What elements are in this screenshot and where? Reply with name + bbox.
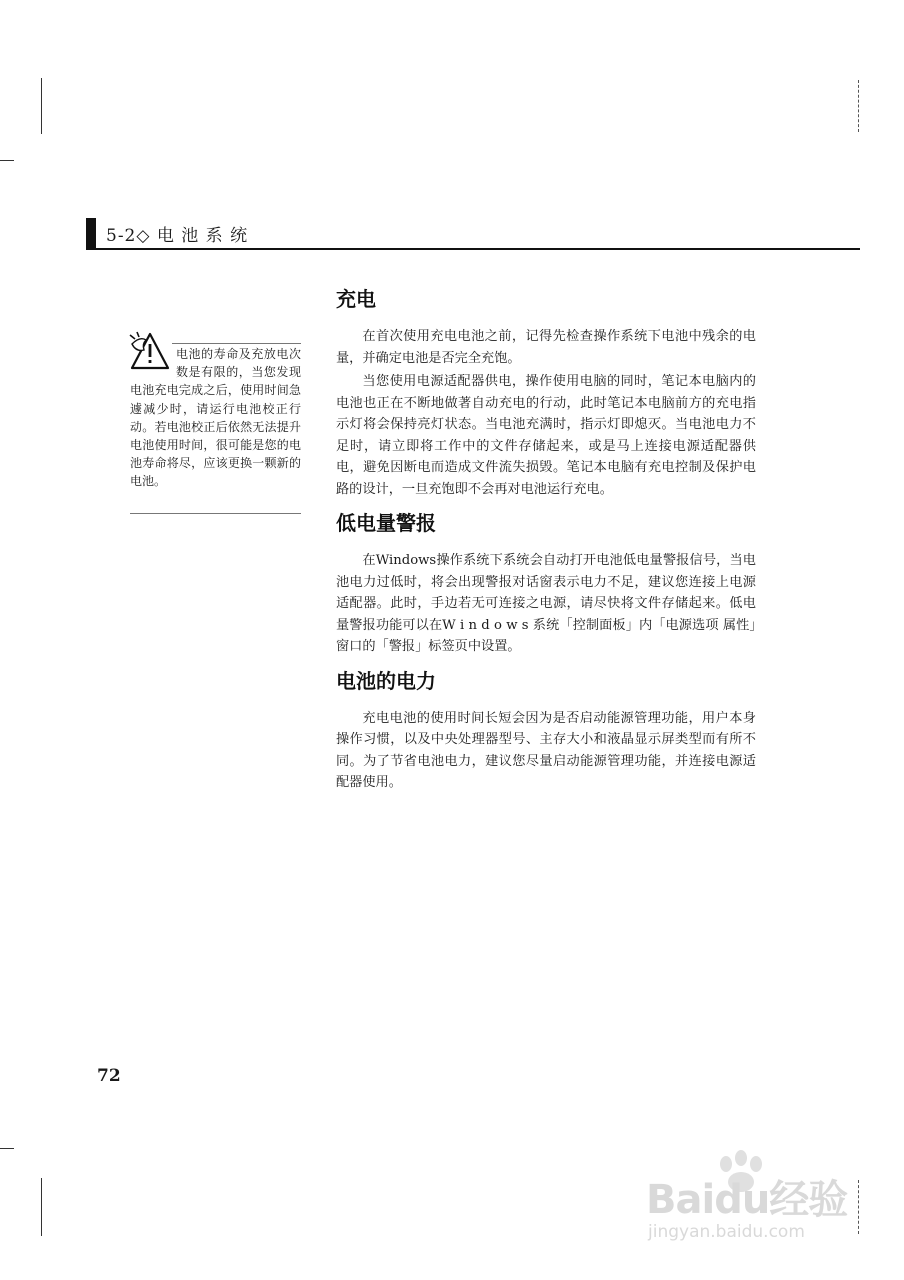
crop-mark — [858, 80, 859, 132]
page-number: 72 — [97, 1066, 121, 1086]
section-heading: 充电 — [336, 287, 376, 311]
watermark-url: jingyan.baidu.com — [648, 1222, 805, 1242]
crop-mark — [41, 78, 42, 134]
baidu-watermark — [640, 1150, 848, 1250]
crop-mark — [858, 1180, 859, 1234]
side-note — [130, 345, 301, 491]
header-rule — [86, 248, 860, 250]
side-note-text: 电池的寿命及充放电次数是有限的，当您发现电池充电完成之后，使用时间急遽减少时，请运行电池校正行动。若电池校正后依然无法提升电池使用时间，很可能是您的电池寿命将尽，应该更换一颗新的电池。 — [130, 347, 301, 489]
note-top-rule — [172, 343, 301, 344]
paragraph: 在Windows操作系统下系统会自动打开电池低电量警报信号，当电池电力过低时，将会出现警报对话窗表示电力不足，建议您连接上电源适配器。此时，手边若无可连接之电源，请尽快将文件存储起来。低电量警报功能可以在W i n d o w s 系统「控制面板」内「电源选项 属性」窗口的「警报」标签页中设置。 — [336, 553, 756, 654]
section-low-battery — [336, 508, 756, 658]
paragraph: 在首次使用充电电池之前，记得先检查操作系统下电池中残余的电量，并确定电池是否完全充饱。 — [336, 329, 756, 366]
chapter-title: 5-2◇ 电 池 系 统 — [106, 226, 249, 246]
note-icon-space — [130, 345, 176, 375]
watermark-logo: Baidu经验 — [646, 1177, 848, 1223]
section-charging — [336, 284, 756, 500]
paragraph: 充电电池的使用时间长短会因为是否启动能源管理功能，用户本身操作习惯，以及中央处理器型号、主存大小和液晶显示屏类型而有所不同。为了节省电池电力，建议您尽量启动能源管理功能，并连接电源适配器使用。 — [336, 710, 756, 790]
crop-mark — [0, 160, 14, 161]
note-bottom-rule — [130, 513, 301, 514]
crop-mark — [41, 1178, 42, 1236]
section-battery-power — [336, 666, 756, 794]
section-heading: 电池的电力 — [336, 668, 436, 693]
header-bar — [86, 218, 96, 248]
crop-mark — [0, 1148, 14, 1149]
section-heading: 低电量警报 — [336, 511, 436, 535]
paragraph: 当您使用电源适配器供电，操作使用电脑的同时，笔记本电脑内的电池也正在不断地做著自动充电的行动，此时笔记本电脑前方的充电指示灯将会保持亮灯状态。当电池充满时，指示灯即熄灭。当电池电力不足时，请立即将工作中的文件存储起来，或是马上连接电源适配器供电，避免因断电而造成文件流失损毁。笔记本电脑有充电控制及保护电路的设计，一旦充饱即不会再对电池运行充电。 — [336, 374, 756, 497]
main-content — [336, 284, 756, 796]
